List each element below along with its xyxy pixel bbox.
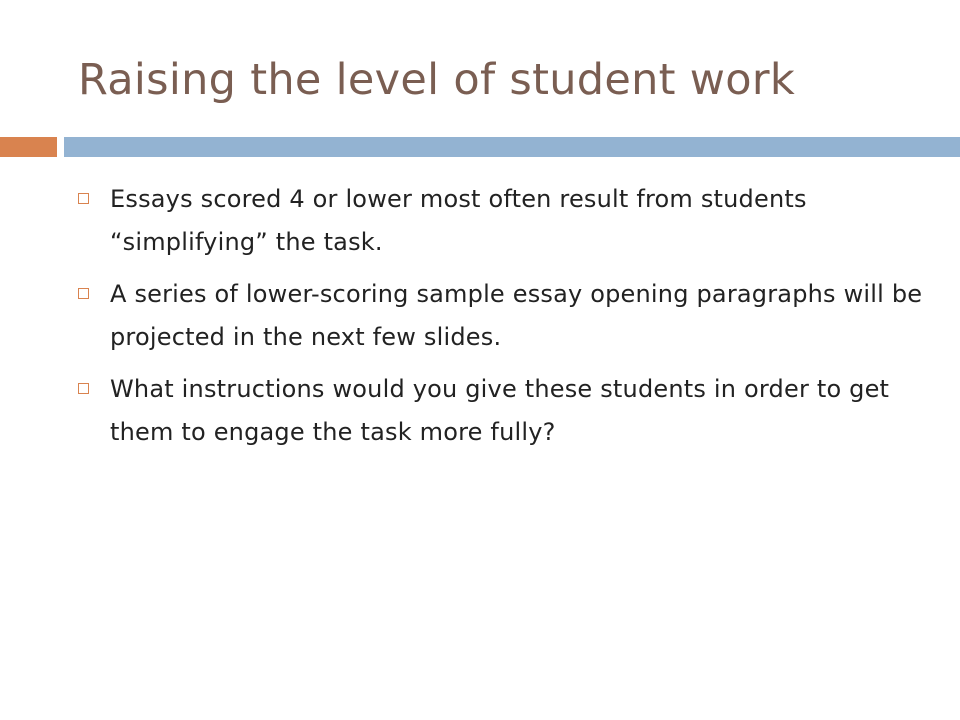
hollow-square-icon: [78, 383, 89, 394]
bullet-text: Essays scored 4 or lower most often result from students “simplifying” the task.: [110, 185, 807, 256]
bullet-item: [78, 178, 948, 264]
bullet-list: [78, 178, 948, 463]
bullet-text: A series of lower-scoring sample essay opening paragraphs will be projected in the next few slides.: [110, 280, 923, 351]
bullet-text: What instructions would you give these students in order to get them to engage the task more fully?: [110, 375, 890, 446]
bullet-item: [78, 273, 948, 359]
title-accent-bar: [0, 137, 57, 157]
slide-title: Raising the level of student work: [78, 55, 796, 105]
hollow-square-icon: [78, 193, 89, 204]
hollow-square-icon: [78, 288, 89, 299]
bullet-item: [78, 368, 948, 454]
title-divider-bar: [64, 137, 960, 157]
